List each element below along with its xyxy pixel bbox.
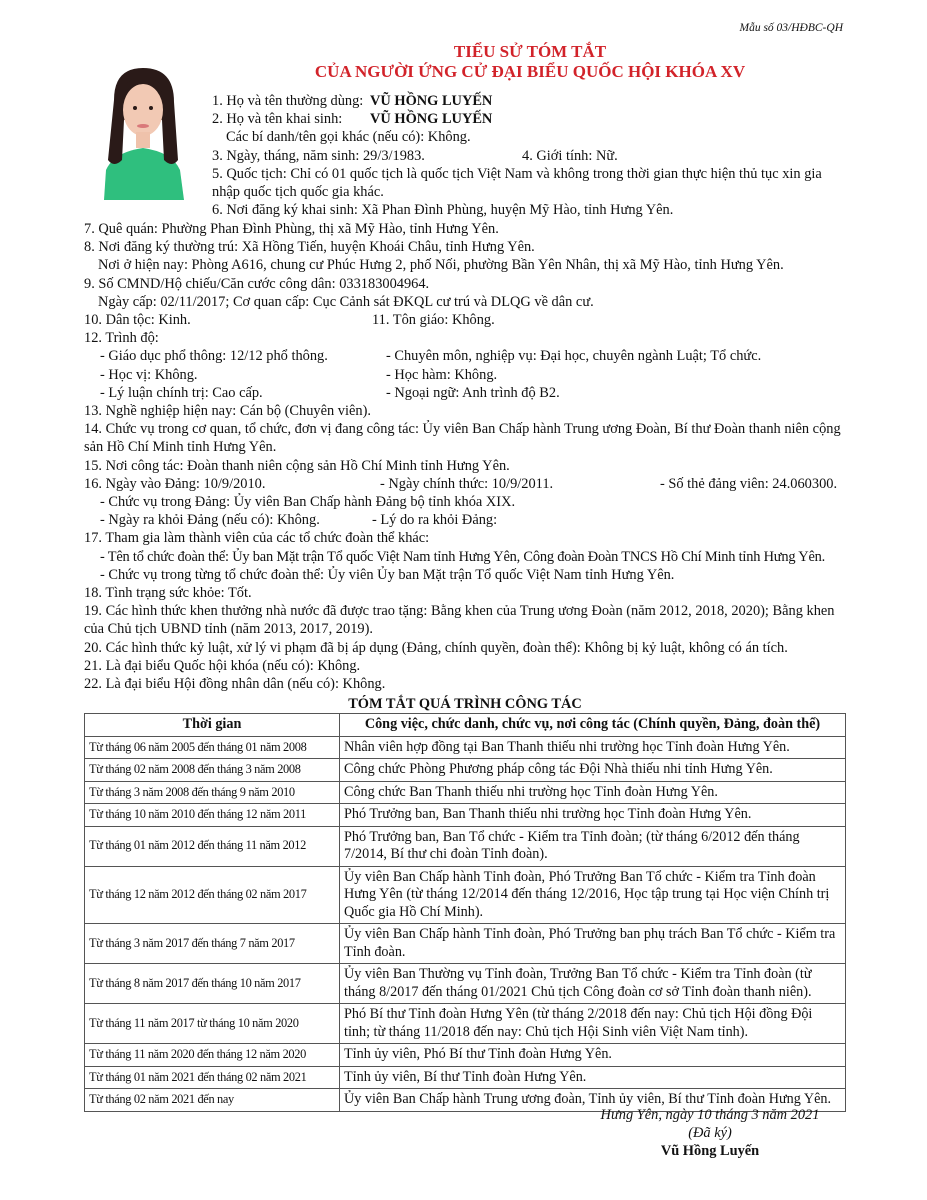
discipline: 20. Các hình thức kỷ luật, xử lý vi phạm đã bị áp dụng (Đảng, chính quyền, đoàn thể): Không bị kỷ luật, không có án tích.	[84, 639, 788, 656]
row-description: Nhân viên hợp đồng tại Ban Thanh thiếu nhi trường học Tỉnh đoàn Hưng Yên.	[340, 736, 846, 759]
signer-name: Vũ Hồng Luyến	[660, 1143, 760, 1159]
edu-major: - Chuyên môn, nghiệp vụ: Đại học, chuyên ngành Luật; Tổ chức.	[386, 348, 762, 365]
table-row	[85, 804, 846, 827]
occupation: 13. Nghề nghiệp hiện nay: Cán bộ (Chuyên viên).	[84, 403, 371, 420]
row-description: Ủy viên Ban Chấp hành Trung ương đoàn, Tỉnh ủy viên, Bí thư Tỉnh đoàn Hưng Yên.	[340, 1089, 846, 1112]
national-assembly-delegate: 21. Là đại biểu Quốc hội khóa (nếu có): Không.	[84, 657, 361, 674]
row-time: Từ tháng 10 năm 2010 đến tháng 12 năm 2011	[85, 804, 340, 827]
personal-info	[212, 92, 852, 219]
row-time: Từ tháng 11 năm 2017 từ tháng 10 năm 2020	[85, 1004, 340, 1044]
portrait-image	[84, 60, 202, 200]
signed-note: (Đã ký)	[688, 1125, 732, 1141]
row-time: Từ tháng 02 năm 2008 đến tháng 3 năm 2008	[85, 759, 340, 782]
health: 18. Tình trạng sức khỏe: Tốt.	[84, 585, 252, 602]
table-row	[85, 759, 846, 782]
row-description: Công chức Phòng Phương pháp công tác Đội Nhà thiếu nhi tỉnh Hưng Yên.	[340, 759, 846, 782]
alias: Các bí danh/tên gọi khác (nếu có): Không.	[226, 129, 471, 146]
details	[84, 220, 846, 693]
party-join-date: 16. Ngày vào Đảng: 10/9/2010.	[84, 475, 266, 492]
nationality: 5. Quốc tịch: Chỉ có 01 quốc tịch là quốc tịch Việt Nam và không trong thời gian thực hiện thủ tục xin gia nhập quốc tịch quốc gia khác.	[212, 165, 822, 201]
document-title: TIỂU SỬ TÓM TẮT	[453, 42, 607, 61]
row-time: Từ tháng 3 năm 2017 đến tháng 7 năm 2017	[85, 924, 340, 964]
row-time: Từ tháng 01 năm 2012 đến tháng 11 năm 2012	[85, 826, 340, 866]
row-time: Từ tháng 11 năm 2020 đến tháng 12 năm 2020	[85, 1044, 340, 1067]
table-row	[85, 736, 846, 759]
row-time: Từ tháng 3 năm 2008 đến tháng 9 năm 2010	[85, 781, 340, 804]
workplace: 15. Nơi công tác: Đoàn thanh niên cộng sản Hồ Chí Minh tỉnh Hưng Yên.	[84, 457, 510, 474]
edu-degree: - Học vị: Không.	[100, 366, 198, 383]
hometown: 7. Quê quán: Phường Phan Đình Phùng, thị xã Mỹ Hào, tỉnh Hưng Yên.	[84, 221, 499, 237]
table-row	[85, 826, 846, 866]
edu-rank: - Học hàm: Không.	[386, 366, 498, 383]
birth-name-value: VŨ HỒNG LUYẾN	[370, 111, 493, 128]
table-row	[85, 1044, 846, 1067]
row-time: Từ tháng 02 năm 2021 đến nay	[85, 1089, 340, 1112]
row-time: Từ tháng 01 năm 2021 đến tháng 02 năm 2021	[85, 1066, 340, 1089]
table-row	[85, 866, 846, 924]
document-subtitle: CỦA NGƯỜI ỨNG CỬ ĐẠI BIỂU QUỐC HỘI KHÓA XV	[314, 62, 746, 81]
signature-block	[560, 1106, 860, 1160]
table-header-row	[85, 714, 846, 737]
row-description: Tỉnh ủy viên, Bí thư Tỉnh đoàn Hưng Yên.	[340, 1066, 846, 1089]
row-description: Ủy viên Ban Chấp hành Tỉnh đoàn, Phó Trưởng Ban Tổ chức - Kiểm tra Tỉnh đoàn Hưng Yên (từ tháng 12/2014 đến tháng 12/2016, Học tập trung tại Học viện Chính trị Quốc gia Hồ Chí Minh).	[340, 866, 846, 924]
birth-name-label: 2. Họ và tên khai sinh:	[212, 111, 343, 128]
table-row	[85, 1066, 846, 1089]
awards: 19. Các hình thức khen thưởng nhà nước đã được trao tặng: Bằng khen của Trung ương Đoàn (năm 2012, 2018, 2020); Bằng khen của Chủ tịch UBND tỉnh (năm 2013, 2017, 2019).	[84, 603, 835, 638]
common-name-label: 1. Họ và tên thường dùng:	[212, 93, 364, 109]
row-description: Tỉnh ủy viên, Phó Bí thư Tỉnh đoàn Hưng Yên.	[340, 1044, 846, 1067]
edu-politics: - Lý luận chính trị: Cao cấp.	[100, 384, 263, 401]
id-issue: Ngày cấp: 02/11/2017; Cơ quan cấp: Cục Cảnh sát ĐKQL cư trú và DLQG về dân cư.	[98, 293, 594, 310]
common-name-value: VŨ HỒNG LUYẾN	[370, 93, 493, 109]
party-official-date: - Ngày chính thức: 10/9/2011.	[380, 475, 554, 492]
header-time: Thời gian	[85, 714, 340, 737]
work-history-title: TÓM TẮT QUÁ TRÌNH CÔNG TÁC	[348, 696, 582, 712]
current-position: 14. Chức vụ trong cơ quan, tổ chức, đơn vị đang công tác: Ủy viên Ban Chấp hành Trung ương Đoàn, Bí thư Đoàn thanh niên cộng sản Hồ Chí Minh tỉnh Hưng Yên.	[84, 421, 841, 456]
row-time: Từ tháng 06 năm 2005 đến tháng 01 năm 2008	[85, 736, 340, 759]
row-time: Từ tháng 12 năm 2012 đến tháng 02 năm 2017	[85, 866, 340, 924]
id-number: 9. Số CMND/Hộ chiếu/Căn cước công dân: 033183004964.	[84, 275, 430, 292]
row-description: Công chức Ban Thanh thiếu nhi trường học Tỉnh đoàn Hưng Yên.	[340, 781, 846, 804]
birthplace: 6. Nơi đăng ký khai sinh: Xã Phan Đình Phùng, huyện Mỹ Hào, tỉnh Hưng Yên.	[212, 202, 674, 219]
organization-names: - Tên tổ chức đoàn thể: Ủy ban Mặt trận Tổ quốc Việt Nam tỉnh Hưng Yên, Công đoàn Đoàn TNCS Hồ Chí Minh tỉnh Hưng Yên.	[100, 548, 826, 565]
table-row	[85, 924, 846, 964]
education-title: 12. Trình độ:	[84, 330, 159, 347]
party-leave-reason: - Lý do ra khỏi Đảng:	[372, 512, 498, 529]
permanent-residence: 8. Nơi đăng ký thường trú: Xã Hồng Tiến, huyện Khoái Châu, tỉnh Hưng Yên.	[84, 239, 535, 256]
place-date: Hưng Yên, ngày 10 tháng 3 năm 2021	[600, 1107, 820, 1123]
edu-general: - Giáo dục phổ thông: 12/12 phổ thông.	[100, 348, 328, 365]
row-description: Ủy viên Ban Thường vụ Tỉnh đoàn, Trưởng Ban Tổ chức - Kiểm tra Tỉnh đoàn (từ tháng 8/2017 đến tháng 01/2021 Chủ tịch Công đoàn cơ sở Tỉnh đoàn thanh niên).	[340, 964, 846, 1004]
organizations-title: 17. Tham gia làm thành viên của các tổ chức đoàn thể khác:	[84, 530, 430, 547]
council-delegate: 22. Là đại biểu Hội đồng nhân dân (nếu có): Không.	[84, 676, 386, 693]
party-leave-date: - Ngày ra khỏi Đảng (nếu có): Không.	[100, 512, 320, 529]
header-description: Công việc, chức danh, chức vụ, nơi công tác (Chính quyền, Đảng, đoàn thể)	[340, 714, 846, 737]
edu-language: - Ngoại ngữ: Anh trình độ B2.	[386, 384, 560, 401]
form-number: Mẫu số 03/HĐBC-QH	[739, 22, 843, 34]
row-time: Từ tháng 8 năm 2017 đến tháng 10 năm 2017	[85, 964, 340, 1004]
row-description: Phó Trưởng ban, Ban Thanh thiếu nhi trường học Tỉnh đoàn Hưng Yên.	[340, 804, 846, 827]
table-row	[85, 781, 846, 804]
table-row	[85, 1004, 846, 1044]
date-of-birth: 3. Ngày, tháng, năm sinh: 29/3/1983.	[212, 147, 425, 164]
gender: 4. Giới tính: Nữ.	[522, 147, 618, 164]
table-row	[85, 964, 846, 1004]
candidate-photo	[84, 60, 202, 200]
religion: 11. Tôn giáo: Không.	[372, 312, 495, 329]
organization-positions: - Chức vụ trong từng tổ chức đoàn thể: Ủy viên Ủy ban Mặt trận Tổ quốc Việt Nam tỉnh Hưng Yên.	[100, 566, 675, 583]
row-description: Phó Bí thư Tỉnh đoàn Hưng Yên (từ tháng 2/2018 đến nay: Chủ tịch Hội đồng Đội tỉnh; từ tháng 11/2018 đến nay: Chủ tịch Hội Sinh viên Việt Nam tỉnh).	[340, 1004, 846, 1044]
ethnicity: 10. Dân tộc: Kinh.	[84, 312, 191, 329]
row-description: Phó Trưởng ban, Ban Tổ chức - Kiểm tra Tỉnh đoàn; (từ tháng 6/2012 đến tháng 7/2014, Bí thư chi đoàn Tỉnh đoàn).	[340, 826, 846, 866]
party-card-number: - Số thẻ đảng viên: 24.060300.	[660, 475, 838, 492]
party-position: - Chức vụ trong Đảng: Ủy viên Ban Chấp hành Đảng bộ tỉnh khóa XIX.	[100, 494, 516, 511]
row-description: Ủy viên Ban Chấp hành Tỉnh đoàn, Phó Trưởng ban phụ trách Ban Tổ chức - Kiểm tra Tỉnh đoàn.	[340, 924, 846, 964]
work-history-table	[84, 713, 846, 1112]
current-residence: Nơi ở hiện nay: Phòng A616, chung cư Phúc Hưng 2, phố Nối, phường Bần Yên Nhân, thị xã Mỹ Hào, tỉnh Hưng Yên.	[98, 257, 784, 274]
